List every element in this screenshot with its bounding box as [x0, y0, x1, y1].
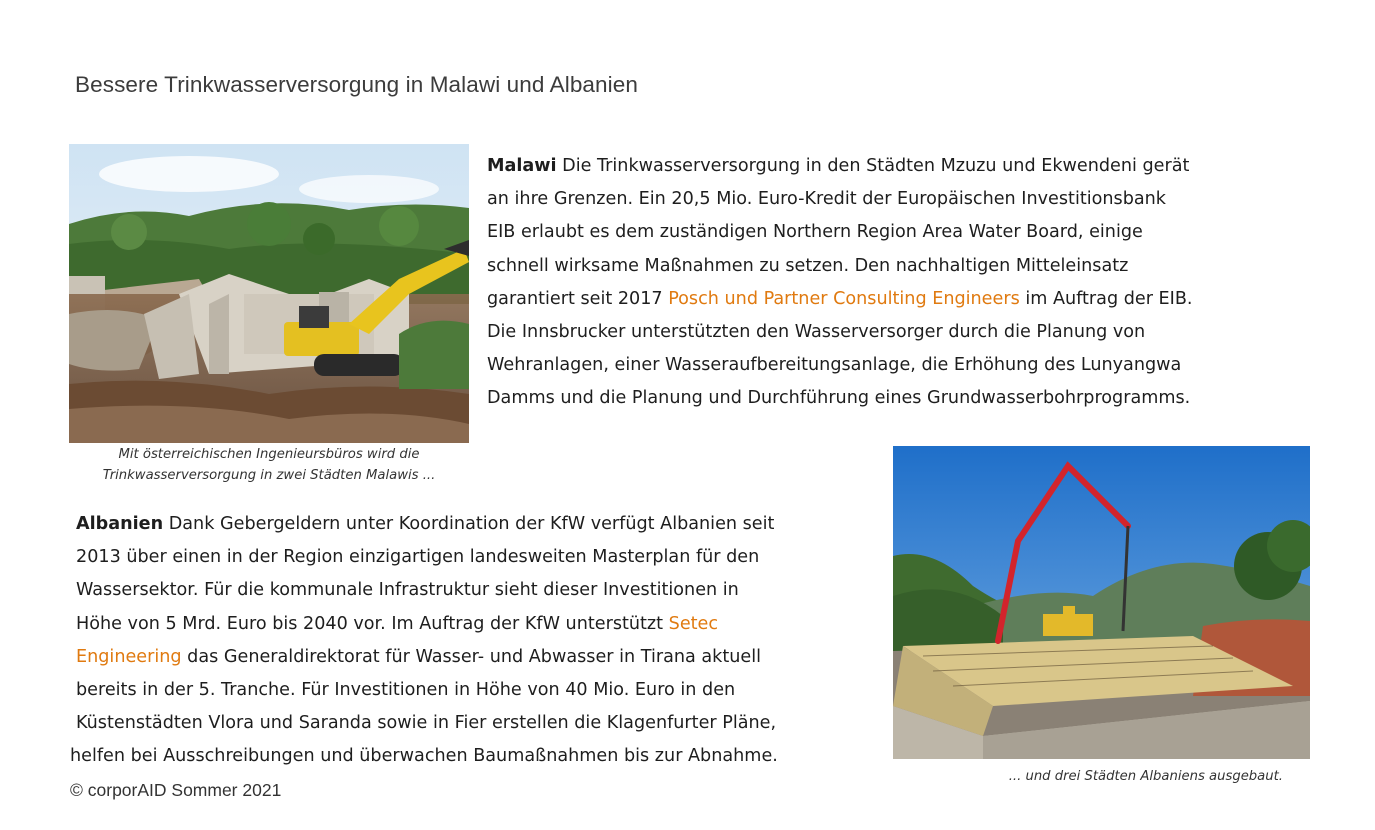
text-line: helfen bei Ausschreibungen und überwachen Baumaßnahmen bis zur Abnahme.	[70, 746, 778, 767]
text-line: 2013 über einen in der Region einzigartigen landesweiten Masterplan für den	[76, 547, 760, 568]
text-line: Die Trinkwasserversorgung in den Städten Mzuzu und Ekwendeni gerät	[556, 156, 1190, 176]
caption-line: Trinkwasserversorgung in zwei Städten Malawis ...	[102, 468, 436, 483]
malawi-photo-caption	[69, 444, 469, 486]
text-line: Die Innsbrucker unterstützten den Wasserversorger durch die Planung von	[487, 322, 1146, 343]
text-line: Höhe von 5 Mrd. Euro bis 2040 vor. Im Auftrag der KfW unterstützt	[76, 613, 669, 634]
text-line: Dank Gebergeldern unter Koordination der KfW verfügt Albanien seit	[163, 514, 775, 534]
setec-link[interactable]: Setec	[668, 613, 719, 634]
malawi-construction-photo	[69, 144, 469, 443]
text-line: an ihre Grenzen. Ein 20,5 Mio. Euro-Kredit der Europäischen Investitionsbank	[487, 189, 1166, 210]
albania-heading: Albanien	[76, 514, 164, 534]
page-title: Bessere Trinkwasserversorgung in Malawi und Albanien	[75, 72, 638, 97]
engineering-link[interactable]: Engineering	[76, 646, 182, 667]
text-line: das Generaldirektorat für Wasser- und Abwasser in Tirana aktuell	[181, 646, 762, 667]
text-line: bereits in der 5. Tranche. Für Investitionen in Höhe von 40 Mio. Euro in den	[76, 680, 736, 701]
albania-construction-photo	[893, 446, 1310, 759]
malawi-paragraph	[487, 150, 1193, 416]
text-line: Damms und die Planung und Durchführung eines Grundwasserbohrprogramms.	[487, 388, 1191, 409]
text-line: EIB erlaubt es dem zuständigen Northern Region Area Water Board, einige	[487, 222, 1143, 243]
albania-photo-caption: ... und drei Städten Albaniens ausgebaut.	[1008, 769, 1283, 784]
text-line: im Auftrag der EIB.	[1019, 288, 1193, 309]
posch-partner-link[interactable]: Posch und Partner Consulting Engineers	[668, 288, 1020, 309]
text-line: Wassersektor. Für die kommunale Infrastruktur sieht dieser Investitionen in	[76, 580, 739, 601]
text-line: garantiert seit 2017	[487, 288, 669, 309]
text-line: Wehranlagen, einer Wasseraufbereitungsanlage, die Erhöhung des Lunyangwa	[487, 355, 1182, 376]
copyright-footer: © corporAID Sommer 2021	[70, 780, 282, 800]
caption-line: Mit österreichischen Ingenieursbüros wird die	[118, 447, 420, 462]
text-line: schnell wirksame Maßnahmen zu setzen. Den nachhaltigen Mitteleinsatz	[487, 255, 1129, 276]
malawi-heading: Malawi	[487, 156, 557, 176]
albania-paragraph	[70, 508, 778, 774]
text-line: Küstenstädten Vlora und Saranda sowie in Fier erstellen die Klagenfurter Pläne,	[76, 713, 777, 734]
